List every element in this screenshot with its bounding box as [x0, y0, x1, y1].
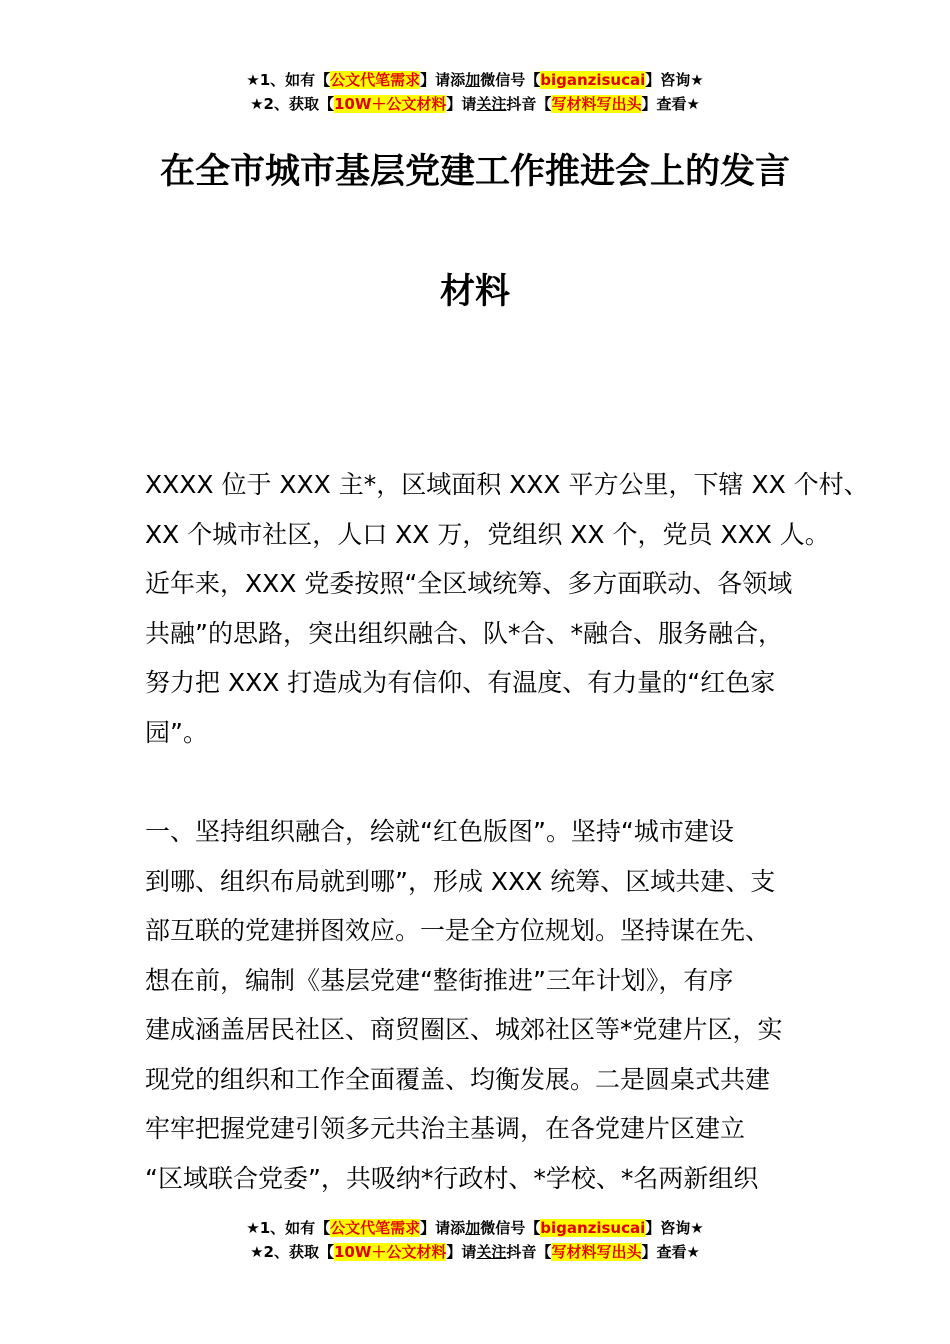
text-line: “区域联合党委”，共吸纳*行政村、*学校、*名两新组织	[145, 1163, 759, 1193]
banner-highlight: 10W＋公文材料	[333, 1243, 447, 1261]
banner-text: ★1、如有【	[246, 71, 331, 89]
text-line: 一、坚持组织融合，绘就“红色版图”。坚持“城市建设	[145, 817, 734, 846]
banner-line-2	[0, 1240, 950, 1264]
text-line: 牢牢把握党建引领多元共治主基调，在各党建片区建立	[145, 1114, 746, 1143]
top-banner	[0, 68, 950, 116]
text-line: 到哪、组织布局就到哪”，形成 XXX 统筹、区域共建、支	[145, 866, 776, 896]
banner-text: 抖音【	[506, 1243, 552, 1261]
banner-underline: 关注	[476, 95, 507, 113]
banner-wechat-id: biganzisucai	[540, 1219, 646, 1237]
banner-line-1	[0, 1216, 950, 1240]
banner-underline: 加	[465, 1219, 481, 1237]
document-title: 在全市城市基层党建工作推进会上的发言	[159, 152, 790, 192]
banner-highlight: 10W＋公文材料	[333, 95, 447, 113]
banner-text: 】咨询★	[645, 71, 704, 89]
banner-text: 】请	[446, 1243, 477, 1261]
banner-text: 微信号【	[480, 71, 541, 89]
text-line: 部互联的党建拼图效应。一是全方位规划。坚持谋在先、	[145, 916, 771, 945]
text-line: 建成涵盖居民社区、商贸圈区、城郊社区等*党建片区，实	[145, 1015, 783, 1044]
banner-highlight: 公文代笔需求	[330, 1219, 421, 1237]
banner-line-2	[0, 92, 950, 116]
document-title-continued: 材料	[439, 272, 510, 312]
banner-text: 微信号【	[480, 1219, 541, 1237]
banner-text: 】咨询★	[645, 1219, 704, 1237]
banner-underline: 关注	[476, 1243, 507, 1261]
paragraph-intro	[145, 460, 869, 757]
banner-wechat-id: biganzisucai	[540, 71, 646, 89]
text-line: XXXX 位于 XXX 主*，区域面积 XXX 平方公里，下辖 XX 个村、	[145, 470, 869, 499]
banner-text: ★2、获取【	[250, 95, 334, 113]
text-line: 现党的组织和工作全面覆盖、均衡发展。二是圆桌式共建	[145, 1064, 771, 1094]
banner-text: 】请添	[420, 1219, 466, 1237]
banner-douyin-id: 写材料写出头	[551, 95, 642, 113]
text-line: 共融”的思路，突出组织融合、队*合、*融合、服务融合，	[145, 618, 783, 648]
text-line: 努力把 XXX 打造成为有信仰、有温度、有力量的“红色家	[145, 668, 776, 697]
banner-line-1	[0, 68, 950, 92]
text-line: 近年来，XXX 党委按照“全区域统筹、多方面联动、各领域	[145, 569, 793, 598]
banner-text: 】请添	[420, 71, 466, 89]
paragraph-section-one	[145, 807, 835, 1203]
text-line: 想在前，编制《基层党建“整街推进”三年计划》，有序	[145, 965, 734, 995]
banner-text: ★1、如有【	[246, 1219, 331, 1237]
banner-text: 】查看★	[641, 1243, 700, 1261]
banner-underline: 加	[465, 71, 481, 89]
text-line: 园”。	[145, 717, 208, 747]
banner-douyin-id: 写材料写出头	[551, 1243, 642, 1261]
banner-text: 】请	[446, 95, 477, 113]
banner-highlight: 公文代笔需求	[330, 71, 421, 89]
text-line: XX 个城市社区，人口 XX 万，党组织 XX 个，党员 XXX 人。	[145, 519, 830, 549]
banner-text: 】查看★	[641, 95, 700, 113]
bottom-banner	[0, 1216, 950, 1264]
banner-text: ★2、获取【	[250, 1243, 334, 1261]
banner-text: 抖音【	[506, 95, 552, 113]
